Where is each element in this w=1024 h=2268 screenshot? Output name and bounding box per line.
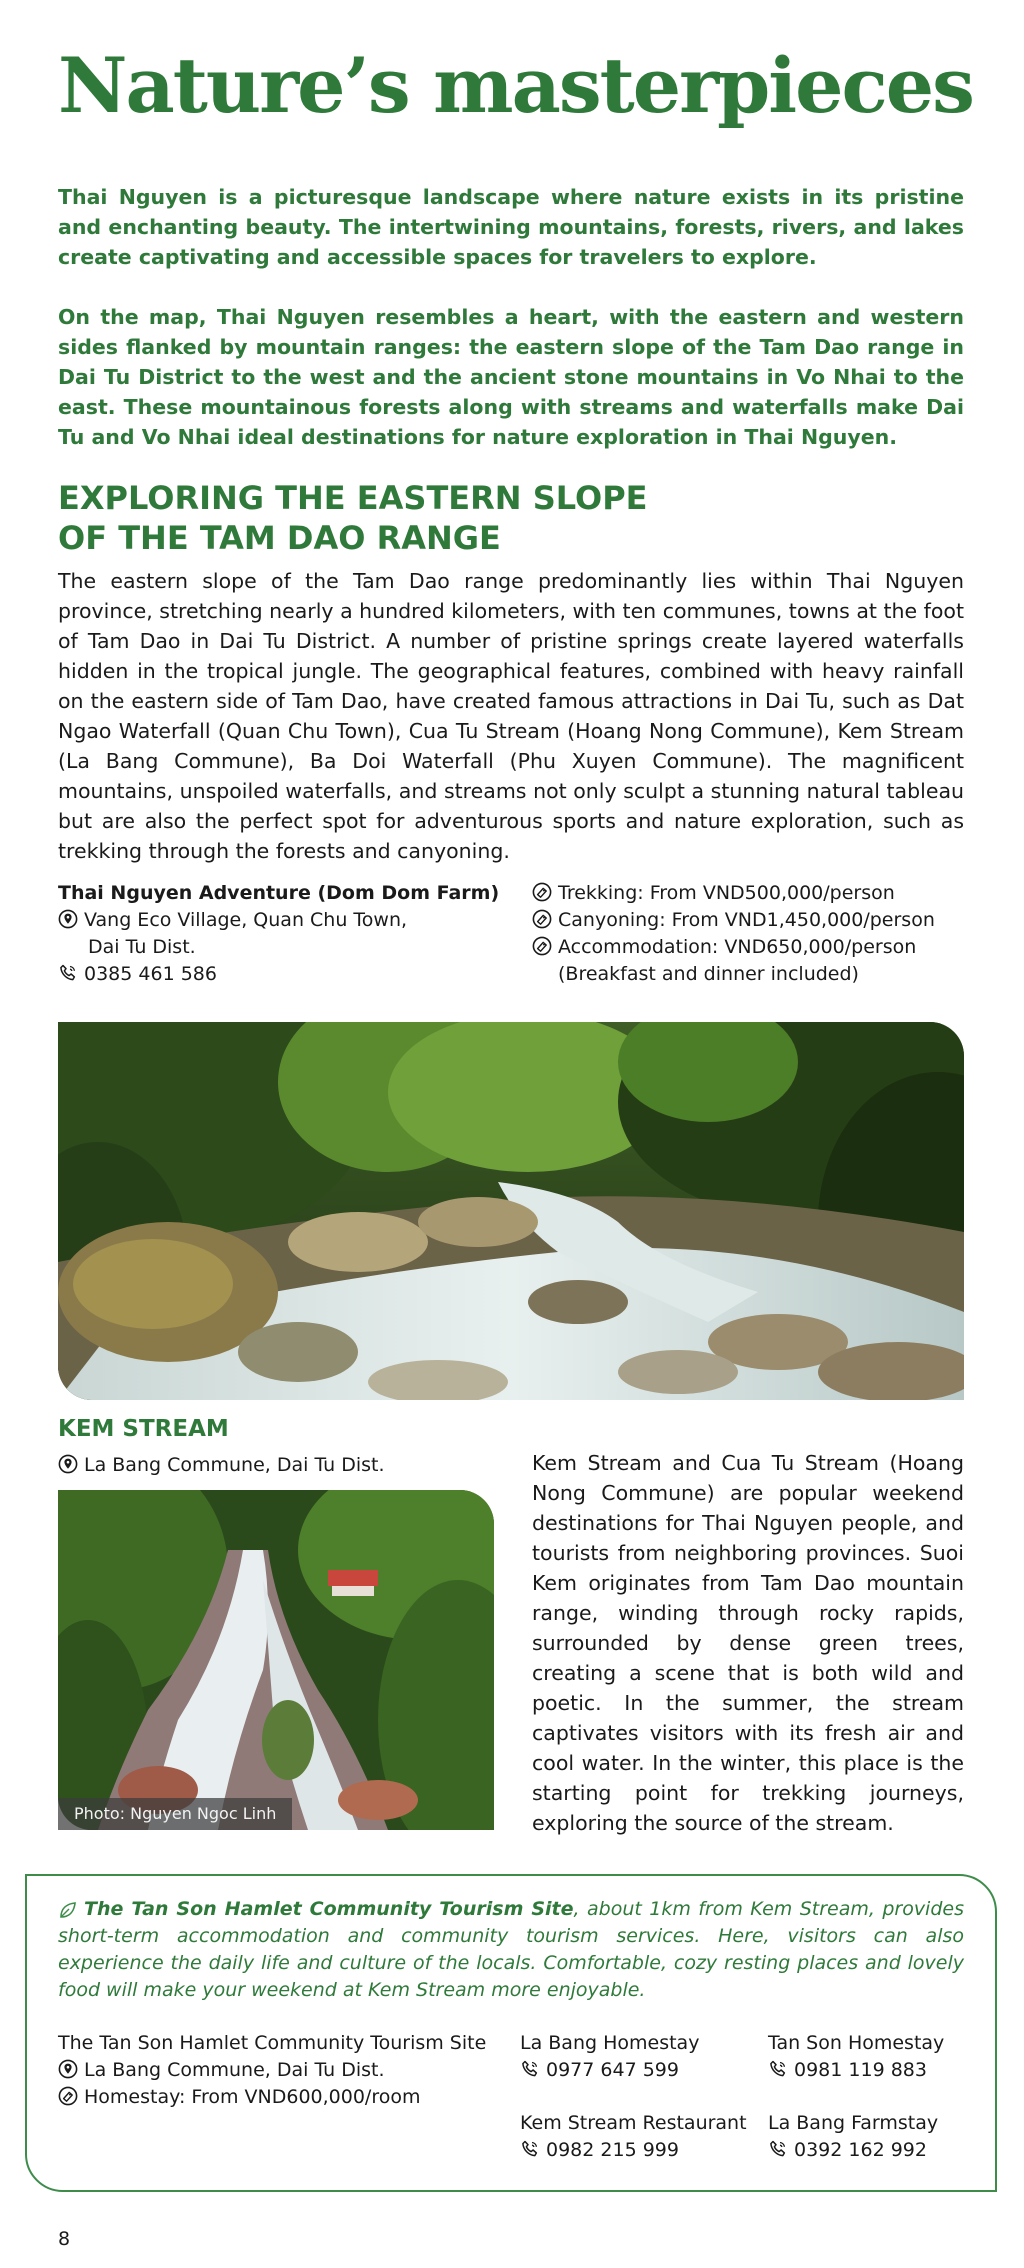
community-site-location: La Bang Commune, Dai Tu Dist. — [84, 2059, 385, 2081]
adventure-address-line2: Dai Tu Dist. — [88, 936, 196, 958]
contact-name: La Bang Homestay — [520, 2032, 700, 2054]
contact-phone: 0982 215 999 — [546, 2139, 679, 2161]
adventure-phone: 0385 461 586 — [84, 963, 217, 985]
stream-photo — [58, 1022, 964, 1400]
price-tag-icon — [58, 2086, 78, 2106]
phone-icon — [520, 2139, 540, 2159]
contact-phone-row — [520, 2137, 747, 2164]
community-site-price: Homestay: From VND600,000/room — [84, 2086, 421, 2108]
phone-icon — [58, 963, 78, 983]
section-heading-line1: EXPLORING THE EASTERN SLOPE — [58, 479, 648, 517]
contact-phone-row — [768, 2137, 938, 2164]
contact-kem-stream-restaurant — [520, 2110, 747, 2164]
contact-phone-row — [520, 2057, 699, 2084]
kem-location-row — [58, 1452, 385, 1479]
photo-caption: Photo: Nguyen Ngoc Linh — [58, 1798, 292, 1830]
adventure-prices — [532, 880, 972, 988]
section-body: The eastern slope of the Tam Dao range predominantly lies within Thai Nguyen province, stretching nearly a hundred kilometers, with ten communes, towns at the foot of Tam Dao in Dai Tu District. A number of pristine springs create layered waterfalls hidden in the tropical jungle. The geographical features, combined with heavy rainfall on the eastern side of Tam Dao, have created famous attractions in Dai Tu, such as Dat Ngao Waterfall (Quan Chu Town), Cua Tu Stream (Hoang Nong Commune), Kem Stream (La Bang Commune), Ba Doi Waterfall (Phu Xuyen Commune). The magnificent mountains, unspoiled waterfalls, and streams not only sculpt a stunning natural tableau but are also the perfect spot for adventurous sports and nature exploration, such as trekking through the forests and canyoning. — [58, 569, 964, 863]
contact-phone-row — [768, 2057, 944, 2084]
community-tourism-intro — [58, 1896, 964, 2004]
price-trekking: Trekking: From VND500,000/person — [558, 882, 895, 904]
contact-tan-son-homestay — [768, 2030, 944, 2084]
price-tag-icon — [532, 882, 552, 902]
price-accommodation: Accommodation: VND650,000/person — [558, 936, 917, 958]
price-tag-icon — [532, 936, 552, 956]
community-site-name: The Tan Son Hamlet Community Tourism Site — [58, 2032, 487, 2054]
adventure-address — [58, 907, 518, 934]
adventure-phone-row — [58, 961, 518, 988]
kem-stream-heading: KEM STREAM — [58, 1416, 229, 1442]
price-canyoning: Canyoning: From VND1,450,000/person — [558, 909, 935, 931]
community-site-price-row — [58, 2084, 518, 2111]
community-site-info — [58, 2030, 518, 2111]
intro-paragraph-1: Thai Nguyen is a picturesque landscape where nature exists in its pristine and enchanting beauty. The intertwining mountains, forests, rivers, and lakes create captivating and accessible spaces for travelers to explore. — [58, 185, 964, 269]
phone-icon — [768, 2139, 788, 2159]
location-pin-icon — [58, 2059, 78, 2079]
location-pin-icon — [58, 909, 78, 929]
adventure-info — [58, 880, 518, 988]
location-pin-icon — [58, 1454, 78, 1474]
waterfall-photo — [58, 1490, 494, 1830]
intro-paragraph-2: On the map, Thai Nguyen resembles a heart, with the eastern and western sides flanked by mountain ranges: the eastern slope of the Tam Dao range in Dai Tu District to the west and the ancient stone mountains in Vo Nhai to the east. These mountainous forests along with streams and waterfalls make Dai Tu and Vo Nhai ideal destinations for nature exploration in Thai Nguyen. — [58, 305, 964, 449]
price-row — [532, 934, 972, 961]
contact-name: Kem Stream Restaurant — [520, 2112, 747, 2134]
contact-la-bang-farmstay — [768, 2110, 938, 2164]
contact-phone: 0981 119 883 — [794, 2059, 927, 2081]
page-number: 8 — [58, 2228, 71, 2250]
price-row — [532, 907, 972, 934]
price-note: (Breakfast and dinner included) — [558, 963, 859, 985]
section-heading — [58, 478, 758, 558]
kem-stream-body: Kem Stream and Cua Tu Stream (Hoang Nong Commune) are popular weekend destinations for Thai Nguyen people, and tourists from neighboring provinces. Suoi Kem originates from Tam Dao mountain range, winding through rocky rapids, surrounded by dense green trees, creating a scene that is both wild and poetic. In the summer, the stream captivates visitors with its fresh air and cool water. In the winter, this place is the starting point for trekking journeys, exploring the source of the stream. — [532, 1451, 964, 1835]
adventure-name: Thai Nguyen Adventure (Dom Dom Farm) — [58, 882, 500, 904]
contact-la-bang-homestay — [520, 2030, 699, 2084]
page-title: Nature’s masterpieces — [58, 41, 973, 130]
section-heading-line2: OF THE TAM DAO RANGE — [58, 519, 501, 557]
phone-icon — [520, 2059, 540, 2079]
community-intro-text: , about 1km from Kem Stream, provides short-term accommodation and community tourism services. Here, visitors can also experience the daily life and culture of the locals. Comfortable, cozy resting places and lovely food will make your weekend at Kem Stream more enjoyable. — [58, 1898, 964, 2001]
adventure-address-line1: Vang Eco Village, Quan Chu Town, — [84, 909, 408, 931]
price-tag-icon — [532, 909, 552, 929]
contact-phone: 0392 162 992 — [794, 2139, 927, 2161]
phone-icon — [768, 2059, 788, 2079]
price-row — [532, 880, 972, 907]
community-site-name-bold: The Tan Son Hamlet Community Tourism Site — [84, 1898, 574, 1920]
community-site-location-row — [58, 2057, 518, 2084]
contact-name: Tan Son Homestay — [768, 2032, 945, 2054]
contact-name: La Bang Farmstay — [768, 2112, 939, 2134]
kem-location: La Bang Commune, Dai Tu Dist. — [84, 1454, 385, 1476]
contact-phone: 0977 647 599 — [546, 2059, 679, 2081]
